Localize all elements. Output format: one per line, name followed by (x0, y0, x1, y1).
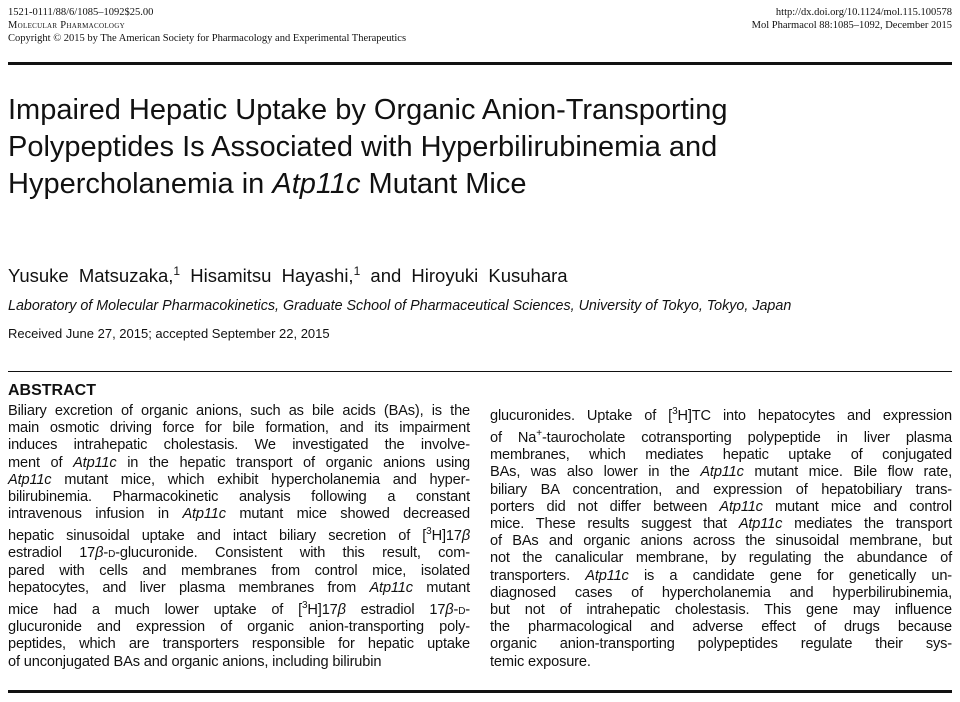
abstract-line: of Na+-taurocholate cotransporting polypeptide in liver plasma (490, 428, 952, 446)
abstract-line: of unconjugated BAs and organic anions, including bilirubin (8, 653, 382, 670)
author-3: Hiroyuki Kusuhara (411, 265, 568, 287)
author-1: Yusuke Matsuzaka, (8, 265, 174, 287)
abstract-line: glucuronide and expression of organic anion-transporting poly- (8, 619, 470, 636)
abstract-line: BAs, was also lower in the Atp11c mutant mice. Bile flow rate, (490, 464, 952, 481)
abstract-line: glucuronides. Uptake of [$^3$H]TC into hepatocytes and expression (490, 406, 952, 424)
abstract-line: peptides, which are transporters responsible for hepatic uptake (8, 636, 470, 653)
issn-line: 1521-0111/88/6/1085–1092$25.00 (8, 7, 154, 18)
abstract-rule (8, 371, 952, 372)
abstract-line: hepatocytes, and liver plasma membranes from Atp11c mutant (8, 579, 470, 596)
title-line-1: Impaired Hepatic Uptake by Organic Anion-Transporting (8, 94, 728, 126)
header-rule (8, 62, 952, 65)
abstract-line: temic exposure. (490, 653, 591, 670)
title-line-3-prefix: Hypercholanemia in (8, 168, 273, 200)
abstract-line: organic anion-transporting polypeptides regulate their sys- (490, 636, 952, 653)
abstract-line: pared with cells and membranes from control mice, isolated (8, 562, 470, 579)
abstract-line: Biliary excretion of organic anions, such as bile acids (BAs), is the (8, 403, 470, 419)
abstract-column-right (490, 403, 952, 671)
abstract-line: the pharmacological and adverse effect of drugs because (490, 619, 952, 636)
footer-rule (8, 690, 952, 693)
author-conjunction: and (370, 265, 402, 287)
abstract-heading: ABSTRACT (8, 382, 96, 399)
abstract-line: induces intrahepatic cholestasis. We investigated the involve- (8, 437, 470, 454)
copyright-line: Copyright © 2015 by The American Society for Pharmacology and Experimental Therapeutics (8, 33, 407, 44)
affiliation: Laboratory of Molecular Pharmacokinetics, Graduate School of Pharmaceutical Sciences, University of Tokyo, Tokyo, Japan (8, 298, 792, 314)
title-line-2: Polypeptides Is Associated with Hyperbilirubinemia and (8, 131, 718, 163)
title-gene-name: Atp11c (272, 168, 361, 200)
abstract-line: not the canalicular membrane, by regulating the abundance of (490, 550, 952, 567)
abstract-line: of BAs and organic anions across the sinusoidal membrane, but (490, 533, 952, 550)
author-list (8, 264, 568, 287)
abstract-line: intravenous infusion in Atp11c mutant mice showed decreased (8, 506, 470, 523)
abstract-line: membranes, which mediates hepatic uptake of conjugated (490, 447, 952, 464)
abstract-line: biliary BA concentration, and expression of hepatobiliary trans- (490, 481, 952, 498)
abstract-column-left (8, 403, 470, 671)
abstract-line: main osmotic driving force for bile formation, and its impairment (8, 420, 470, 437)
abstract-line: hepatic sinusoidal uptake and intact biliary secretion of [$^3$H]17β (8, 526, 470, 545)
abstract-line: mice had a much lower uptake of [$^3$H]17β estradiol 17β-d- (8, 600, 470, 618)
title-line-3-suffix: Mutant Mice (360, 168, 527, 200)
abstract-line: bilirubinemia. Pharmacokinetic analysis following a constant (8, 489, 470, 506)
article-title (8, 92, 952, 203)
journal-metadata (8, 6, 406, 45)
abstract-line: diagnosed cases of hypercholanemia and hyperbilirubinemia, (490, 584, 952, 601)
citation-metadata (752, 6, 952, 32)
author-2: Hisamitsu Hayashi, (190, 265, 354, 287)
abstract-line: porters did not differ between Atp11c mutant mice and control (490, 498, 952, 515)
abstract-line: estradiol 17β-d-glucuronide. Consistent with this result, com- (8, 545, 470, 562)
citation-line: Mol Pharmacol 88:1085–1092, December 2015 (751, 20, 952, 31)
abstract-line: transporters. Atp11c is a candidate gene for genetically un- (490, 567, 952, 584)
received-dates: Received June 27, 2015; accepted September 22, 2015 (8, 326, 330, 341)
abstract-line: but not of intrahepatic cholestasis. This gene may influence (490, 601, 952, 618)
journal-name: Molecular Pharmacology (8, 20, 125, 31)
doi-link[interactable]: http://dx.doi.org/10.1124/mol.115.100578 (775, 7, 952, 18)
abstract-line: ment of Atp11c in the hepatic transport of organic anions using (8, 454, 471, 471)
author-2-affil-mark: 1 (353, 264, 361, 278)
author-1-affil-mark: 1 (173, 264, 181, 278)
abstract-line: mice. These results suggest that Atp11c mediates the transport (490, 515, 952, 532)
abstract-line: Atp11c mutant mice, which exhibit hypercholanemia and hyper- (8, 471, 470, 488)
